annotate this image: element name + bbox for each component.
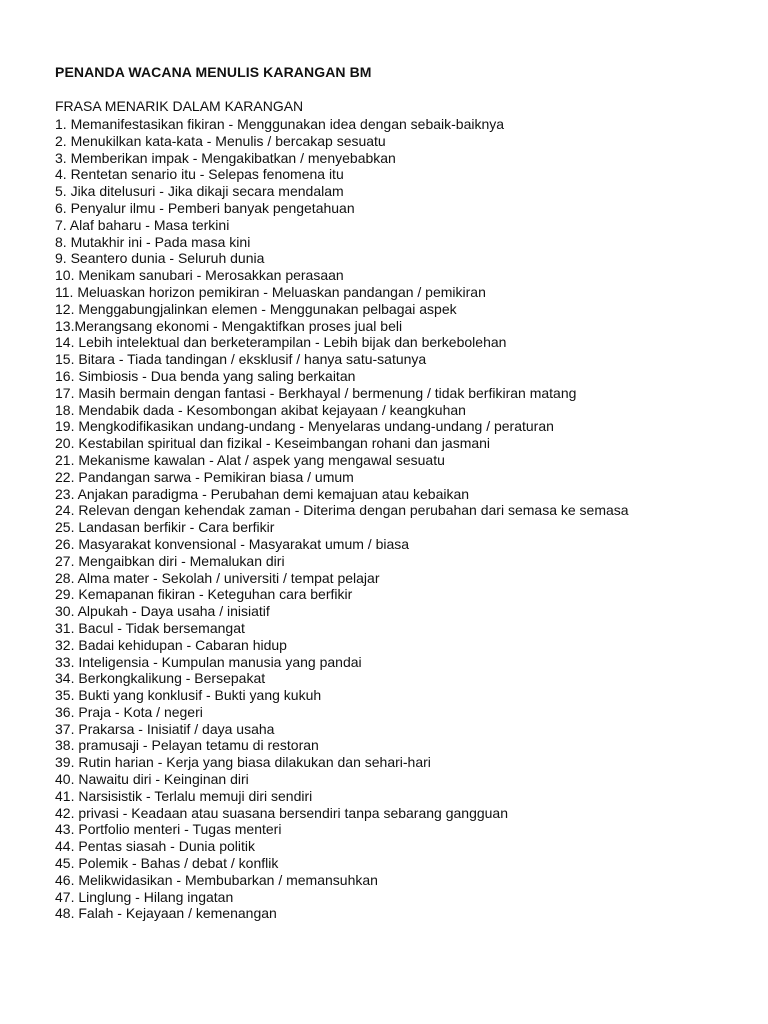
phrase-list-item: 15. Bitara - Tiada tandingan / eksklusif / hanya satu-satunya	[55, 351, 427, 368]
phrase-list-item: 11. Meluaskan horizon pemikiran - Meluaskan pandangan / pemikiran	[55, 283, 486, 300]
phrase-list-item: 20. Kestabilan spiritual dan fizikal - Keseimbangan rohani dan jasmani	[55, 435, 491, 452]
phrase-list-item: 48. Falah - Kejayaan / kemenangan	[55, 905, 277, 922]
phrase-list-item: 16. Simbiosis - Dua benda yang saling berkaitan	[55, 367, 356, 384]
phrase-list-item: 10. Menikam sanubari - Merosakkan perasaan	[55, 267, 344, 284]
phrase-list-item: 27. Mengaibkan diri - Memalukan diri	[55, 552, 285, 569]
phrase-list-item: 24. Relevan dengan kehendak zaman - Diterima dengan perubahan dari semasa ke semasa	[55, 502, 629, 519]
phrase-list-item: 47. Linglung - Hilang ingatan	[55, 888, 234, 905]
phrase-list-item: 32. Badai kehidupan - Cabaran hidup	[55, 636, 287, 653]
phrase-list-item: 30. Alpukah - Daya usaha / inisiatif	[55, 603, 270, 620]
phrase-list-item: 6. Penyalur ilmu - Pemberi banyak pengetahuan	[55, 199, 355, 216]
phrase-list-item: 19. Mengkodifikasikan undang-undang - Menyelaras undang-undang / peraturan	[55, 418, 554, 435]
phrase-list-item: 8. Mutakhir ini - Pada masa kini	[55, 233, 251, 250]
phrase-list-item: 17. Masih bermain dengan fantasi - Berkhayal / bermenung / tidak berfikiran matang	[55, 384, 577, 401]
phrase-list-item: 14. Lebih intelektual dan berketerampilan - Lebih bijak dan berkebolehan	[55, 334, 507, 351]
phrase-list-item: 4. Rentetan senario itu - Selepas fenomena itu	[55, 166, 344, 183]
phrase-list-item: 23. Anjakan paradigma - Perubahan demi kemajuan atau kebaikan	[55, 485, 470, 502]
phrase-list-item: 7. Alaf baharu - Masa terkini	[55, 216, 230, 233]
phrase-list-item: 13.Merangsang ekonomi - Mengaktifkan proses jual beli	[55, 317, 403, 334]
phrase-list-item: 36. Praja - Kota / negeri	[55, 703, 203, 720]
phrase-list-item: 40. Nawaitu diri - Keinginan diri	[55, 771, 249, 788]
phrase-list-item: 33. Inteligensia - Kumpulan manusia yang pandai	[55, 653, 362, 670]
phrase-list-item: 46. Melikwidasikan - Membubarkan / memansuhkan	[55, 871, 378, 888]
phrase-list-item: 45. Polemik - Bahas / debat / konflik	[55, 855, 279, 872]
phrase-list-item: 43. Portfolio menteri - Tugas menteri	[55, 821, 282, 838]
phrase-list-item: 21. Mekanisme kawalan - Alat / aspek yang mengawal sesuatu	[55, 451, 445, 468]
phrase-list-item: 3. Memberikan impak - Mengakibatkan / menyebabkan	[55, 149, 396, 166]
phrase-list-item: 12. Menggabungjalinkan elemen - Menggunakan pelbagai aspek	[55, 300, 457, 317]
phrase-list-item: 37. Prakarsa - Inisiatif / daya usaha	[55, 720, 275, 737]
phrase-list-item: 1. Memanifestasikan fikiran - Menggunakan idea dengan sebaik-baiknya	[55, 116, 505, 132]
phrase-list-item: 31. Bacul - Tidak bersemangat	[55, 619, 245, 636]
phrase-list-item: 25. Landasan berfikir - Cara berfikir	[55, 519, 275, 536]
document-page	[55, 62, 745, 922]
phrase-list-item: 5. Jika ditelusuri - Jika dikaji secara mendalam	[55, 183, 344, 200]
phrase-list-item: 9. Seantero dunia - Seluruh dunia	[55, 250, 265, 267]
phrase-list-item: 38. pramusaji - Pelayan tetamu di restoran	[55, 737, 319, 754]
phrase-list-item: 35. Bukti yang konklusif - Bukti yang kukuh	[55, 687, 322, 704]
phrase-list-item: 18. Mendabik dada - Kesombongan akibat kejayaan / keangkuhan	[55, 401, 466, 418]
phrase-list-item: 22. Pandangan sarwa - Pemikiran biasa / umum	[55, 468, 354, 485]
phrase-list-item: 34. Berkongkalikung - Bersepakat	[55, 670, 266, 687]
phrase-list-item: 28. Alma mater - Sekolah / universiti / tempat pelajar	[55, 569, 380, 586]
phrase-list	[55, 116, 745, 922]
document-title: PENANDA WACANA MENULIS KARANGAN BM	[55, 64, 372, 80]
phrase-list-item: 41. Narsisistik - Terlalu memuji diri sendiri	[55, 787, 313, 804]
phrase-list-item: 42. privasi - Keadaan atau suasana bersendiri tanpa sebarang gangguan	[55, 804, 508, 821]
phrase-list-item: 29. Kemapanan fikiran - Keteguhan cara berfikir	[55, 586, 353, 603]
phrase-list-item: 26. Masyarakat konvensional - Masyarakat umum / biasa	[55, 535, 410, 552]
phrase-list-item: 2. Menukilkan kata-kata - Menulis / bercakap sesuatu	[55, 132, 386, 149]
section-heading: FRASA MENARIK DALAM KARANGAN	[55, 98, 304, 114]
phrase-list-item: 44. Pentas siasah - Dunia politik	[55, 838, 255, 855]
phrase-list-item: 39. Rutin harian - Kerja yang biasa dilakukan dan sehari-hari	[55, 754, 431, 771]
